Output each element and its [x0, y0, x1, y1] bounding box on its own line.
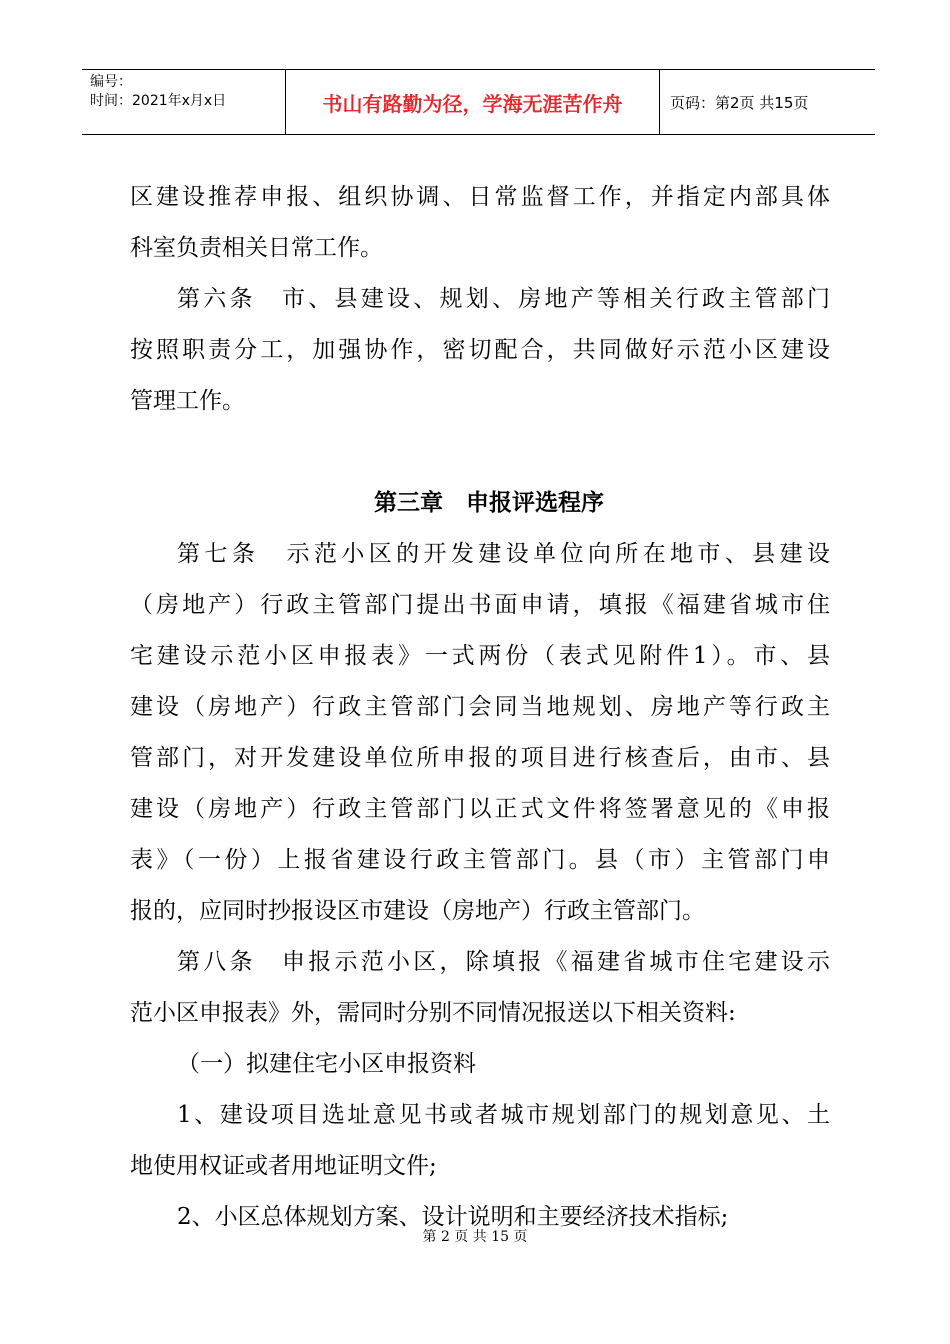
article-8-line: 第八条 申报示范小区，除填报《福建省城市住宅建设示: [177, 949, 830, 975]
body-line: 管理工作。: [130, 388, 245, 414]
list-item-1-line: 1、建设项目选址意见书或者城市规划部门的规划意见、土: [177, 1102, 830, 1128]
body-line: 报的，应同时抄报设区市建设（房地产）行政主管部门。: [130, 898, 705, 924]
header-motto: 书山有路勤为径，学海无涯苦作舟: [286, 70, 660, 134]
paragraph-gap: [130, 427, 830, 478]
body-line: 宅建设示范小区申报表》一式两份（表式见附件1）。市、县: [130, 643, 830, 669]
list-item-2-line: 2、小区总体规划方案、设计说明和主要经济技术指标;: [177, 1204, 729, 1230]
section-heading: （一）拟建住宅小区申报资料: [177, 1051, 476, 1077]
body-line: 区建设推荐申报、组织协调、日常监督工作，并指定内部具体: [130, 184, 830, 210]
body-line: 地使用权证或者用地证明文件;: [130, 1153, 437, 1179]
body-line: 范小区申报表》外，需同时分别不同情况报送以下相关资料:: [130, 1000, 736, 1026]
chapter-heading: 第三章 申报评选程序: [374, 490, 604, 516]
page-footer: 第 2 页 共 15 页: [422, 1229, 528, 1245]
body-line: 按照职责分工，加强协作，密切配合，共同做好示范小区建设: [130, 337, 830, 363]
document-time-label: 时间：2021年x月x日: [90, 93, 227, 109]
page-header: [82, 69, 875, 135]
body-line: （房地产）行政主管部门提出书面申请，填报《福建省城市住: [130, 592, 830, 618]
article-6-line: 第六条 市、县建设、规划、房地产等相关行政主管部门: [177, 286, 830, 312]
body-line: 科室负责相关日常工作。: [130, 235, 383, 261]
body-line: 表》（一份）上报省建设行政主管部门。县（市）主管部门申: [130, 847, 830, 873]
body-line: 管部门，对开发建设单位所申报的项目进行核查后，由市、县: [130, 745, 830, 771]
document-body: [130, 172, 830, 1243]
document-number-label: 编号：: [90, 74, 132, 90]
header-page-info: 页码：第2页 共15页: [670, 93, 809, 112]
header-meta: [82, 70, 286, 134]
body-line: 建设（房地产）行政主管部门以正式文件将签署意见的《申报: [130, 796, 830, 822]
body-line: 建设（房地产）行政主管部门会同当地规划、房地产等行政主: [130, 694, 830, 720]
article-7-line: 第七条 示范小区的开发建设单位向所在地市、县建设: [177, 541, 830, 567]
